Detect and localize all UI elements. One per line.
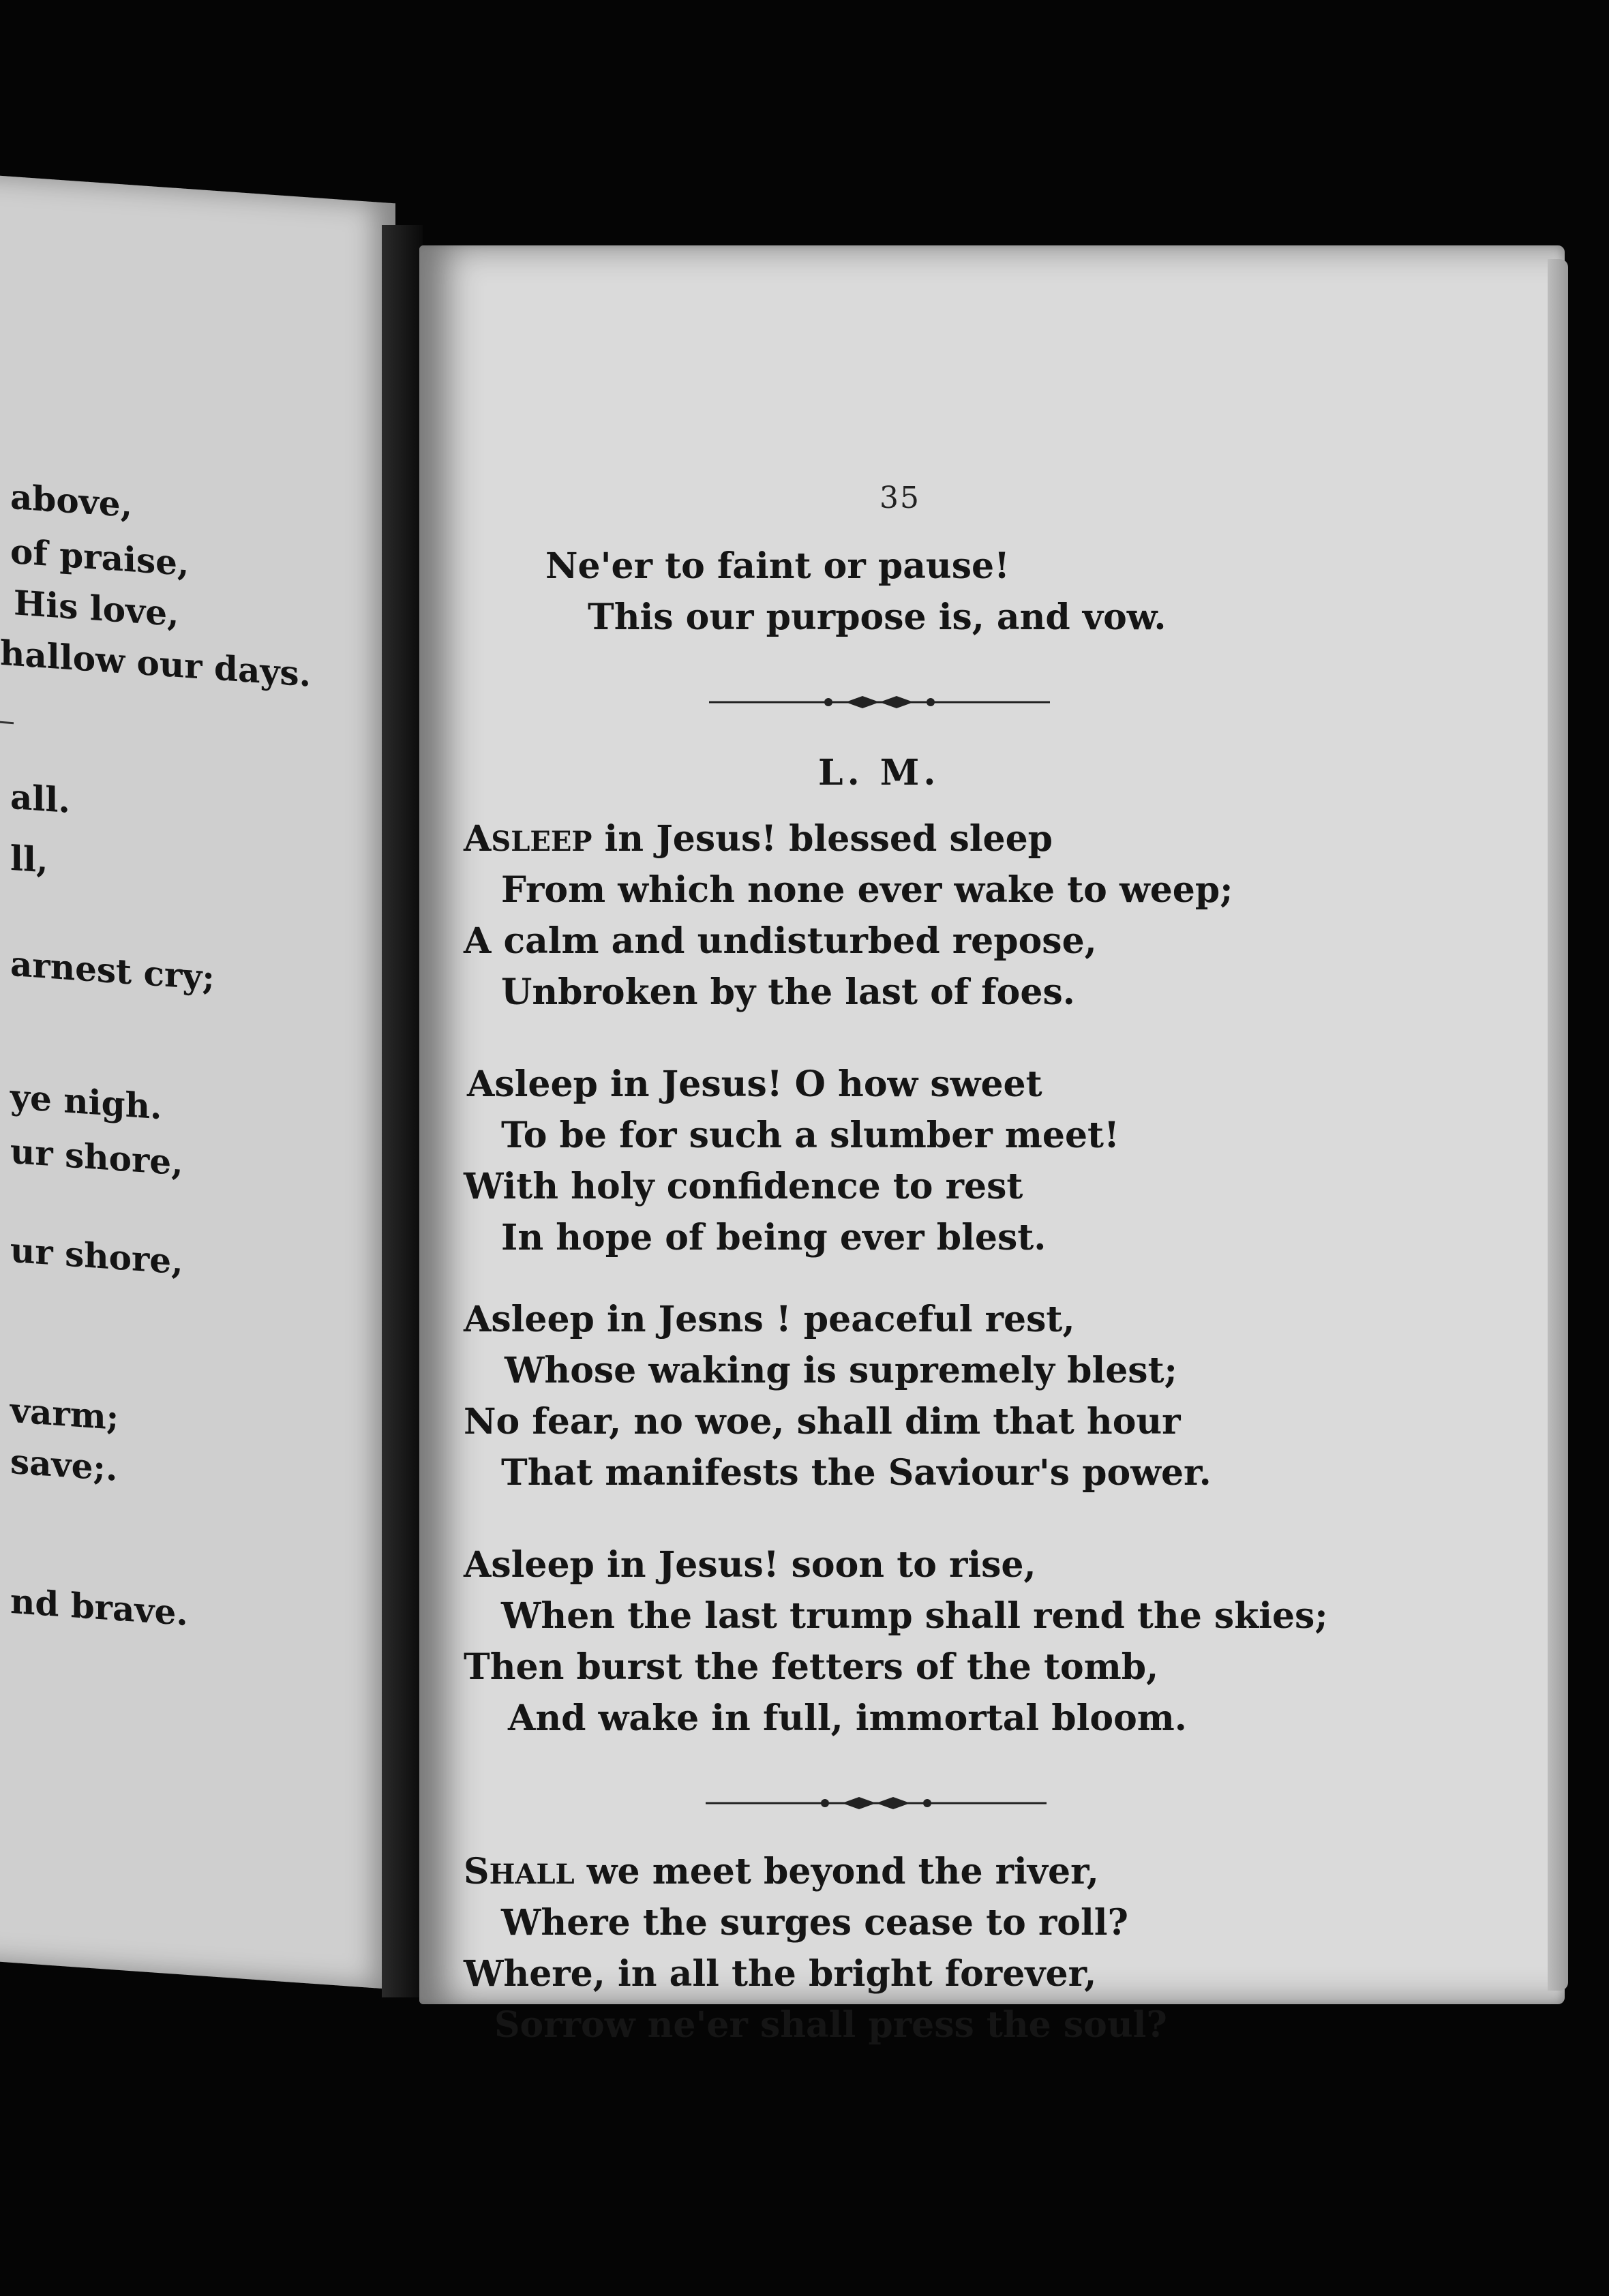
hymn-line: Sorrow ne'er shall press the soul? bbox=[494, 2004, 1167, 2046]
hymn-line: Where, in all the bright forever, bbox=[464, 1953, 1097, 1995]
left-page-line: above, bbox=[10, 476, 132, 526]
left-page-line: ll, bbox=[10, 837, 48, 881]
opening-line: Ne'er to faint or pause! bbox=[545, 545, 1010, 587]
left-page-line: nd brave. bbox=[10, 1580, 188, 1634]
hymn-line: Whose waking is supremely blest; bbox=[505, 1350, 1177, 1391]
meter-heading: L. M. bbox=[818, 752, 940, 794]
left-page-line: all. bbox=[10, 776, 70, 821]
hymn-line: Asleep in Jesns ! peaceful rest, bbox=[464, 1299, 1075, 1340]
left-page-line: arnest cry; bbox=[10, 943, 215, 998]
small-caps-word: HALL bbox=[489, 1858, 575, 1890]
hymn-first-line bbox=[464, 818, 1053, 860]
hymn-line: Asleep in Jesus! soon to rise, bbox=[464, 1544, 1036, 1586]
page-edge bbox=[1548, 259, 1568, 1991]
hymn-line: That manifests the Saviour's power. bbox=[501, 1452, 1212, 1494]
hymn-line: Unbroken by the last of foes. bbox=[501, 971, 1075, 1013]
ornament-divider bbox=[709, 692, 1050, 712]
hymn-line: In hope of being ever blest. bbox=[501, 1217, 1047, 1258]
hymn-first-line bbox=[464, 1851, 1099, 1892]
left-page-line: varm; bbox=[10, 1389, 119, 1438]
drop-initial: S bbox=[464, 1851, 490, 1892]
opening-line: This our purpose is, and vow. bbox=[588, 596, 1167, 638]
hymn-line: To be for such a slumber meet! bbox=[501, 1115, 1119, 1156]
first-line-rest: we meet beyond the river, bbox=[574, 1851, 1099, 1892]
left-page-line: ye nigh. bbox=[10, 1076, 162, 1128]
left-page-divider bbox=[0, 721, 14, 724]
hymn-line: A calm and undisturbed repose, bbox=[464, 920, 1097, 962]
left-page-line: ur shore, bbox=[10, 1229, 183, 1282]
drop-initial: A bbox=[464, 818, 492, 860]
left-page-line: save;. bbox=[10, 1440, 118, 1489]
left-page-line: hallow our days. bbox=[0, 632, 311, 695]
hymn-line: And wake in full, immortal bloom. bbox=[508, 1697, 1187, 1739]
page-number: 35 bbox=[879, 481, 920, 515]
first-line-rest: in Jesus! blessed sleep bbox=[592, 818, 1053, 860]
left-page-line: of praise, bbox=[10, 530, 190, 584]
left-page bbox=[0, 174, 395, 1989]
book-gutter bbox=[382, 225, 423, 1997]
hymn-line: With holy confidence to rest bbox=[464, 1166, 1023, 1207]
left-page-line: His love, bbox=[14, 582, 179, 635]
left-page-line: ur shore, bbox=[10, 1130, 183, 1183]
small-caps-word: SLEEP bbox=[491, 826, 592, 858]
hymn-line: When the last trump shall rend the skies; bbox=[501, 1595, 1328, 1637]
hymn-line: Then burst the fetters of the tomb, bbox=[464, 1646, 1159, 1688]
hymn-line: Where the surges cease to roll? bbox=[501, 1902, 1128, 1944]
ornament-divider bbox=[706, 1793, 1047, 1813]
hymn-line: Asleep in Jesus! O how sweet bbox=[467, 1063, 1042, 1105]
hymn-line: From which none ever wake to weep; bbox=[501, 869, 1233, 911]
hymn-line: No fear, no woe, shall dim that hour bbox=[464, 1401, 1181, 1442]
